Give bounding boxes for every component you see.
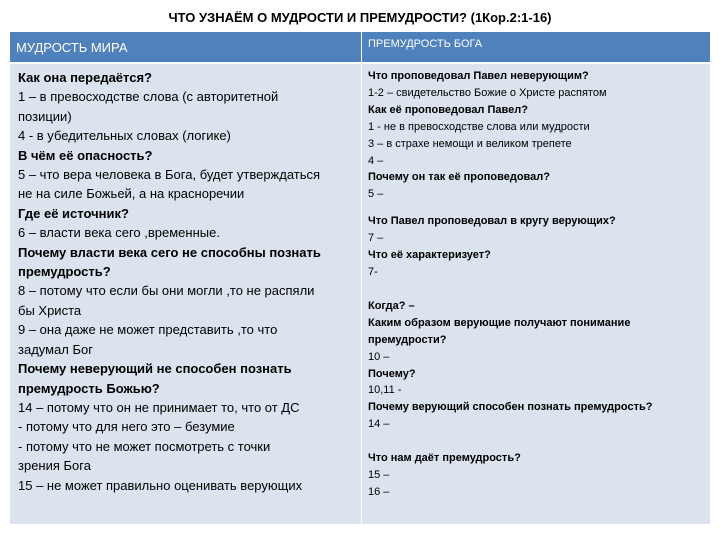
- answer-line: 7 –: [368, 232, 384, 245]
- question-line: Что её характеризует?: [368, 249, 491, 262]
- answer-line: бы Христа: [18, 302, 82, 318]
- answer-line: 8 – потому что если бы они могли ,то не распяли: [18, 283, 315, 299]
- header-god-wisdom: ПРЕМУДРОСТЬ БОГА: [362, 32, 710, 62]
- answer-line: 1 – в превосходстве слова (с авторитетной: [18, 89, 279, 105]
- question-line: Почему верующий способен познать премудрость?: [368, 401, 653, 414]
- answer-line: 5 – что вера человека в Бога, будет утверждаться: [18, 167, 321, 183]
- answer-line: задумал Бог: [18, 341, 93, 357]
- question-line: Когда? –: [368, 299, 415, 312]
- question-line: В чём её опасность?: [18, 147, 153, 163]
- question-line: Что проповедовал Павел неверующим?: [368, 70, 589, 82]
- question-line: премудрость Божью?: [18, 380, 160, 396]
- title-reference: (1Кор.2:1-16): [470, 10, 552, 25]
- title-main: ЧТО УЗНАЁМ О МУДРОСТИ И ПРЕМУДРОСТИ?: [168, 10, 467, 25]
- question-line: Где её источник?: [18, 205, 129, 221]
- answer-line: 4 - в убедительных словах (логике): [18, 128, 231, 144]
- answer-line: зрения Бога: [18, 458, 91, 474]
- answer-line: 1-2 – свидетельство Божие о Христе распятом: [368, 86, 607, 99]
- question-line: Почему он так её проповедовал?: [368, 171, 550, 184]
- answer-line: 14 – потому что он не принимает то, что от ДС: [18, 399, 300, 415]
- answer-line: 3 – в страхе немощи и великом трепете: [368, 137, 572, 150]
- group-spacer: [368, 281, 710, 298]
- question-line: Как её проповедовал Павел?: [368, 103, 528, 116]
- question-line: Почему?: [368, 367, 416, 380]
- question-line: Почему неверующий не способен познать: [18, 361, 292, 377]
- question-line: премудрости?: [368, 333, 447, 346]
- god-wisdom-column: [362, 64, 710, 524]
- answer-line: 10 –: [368, 350, 390, 363]
- answer-line: 14 –: [368, 418, 390, 431]
- answer-line: 1 - не в превосходстве слова или мудрости: [368, 120, 590, 133]
- page-title: [0, 10, 720, 25]
- question-line: Что нам даёт премудрость?: [368, 452, 521, 465]
- answer-line: 10,11 -: [368, 384, 402, 397]
- answer-line: не на силе Божьей, а на красноречии: [18, 186, 245, 202]
- question-line: Почему власти века сего не способны познать: [18, 244, 321, 260]
- answer-line: 16 –: [368, 485, 390, 498]
- answer-line: 7-: [368, 265, 378, 278]
- question-line: премудрость?: [18, 264, 111, 280]
- answer-line: 4 –: [368, 154, 384, 167]
- group-spacer: [368, 203, 710, 213]
- world-wisdom-column: [10, 64, 361, 524]
- answer-line: - потому что не может посмотреть с точки: [18, 438, 271, 454]
- answer-line: 5 –: [368, 188, 384, 201]
- answer-line: 9 – она даже не может представить ,то что: [18, 322, 278, 338]
- header-world-wisdom: МУДРОСТЬ МИРА: [10, 32, 361, 62]
- answer-line: 15 –: [368, 469, 390, 482]
- answer-line: 15 – не может правильно оценивать верующих: [18, 477, 303, 493]
- answer-line: - потому что для него это – безумие: [18, 419, 235, 435]
- question-line: Как она передаётся?: [18, 70, 152, 85]
- question-line: Что Павел проповедовал в кругу верующих?: [368, 215, 616, 228]
- answer-line: позиции): [18, 108, 72, 124]
- answer-line: 6 – власти века сего ,временные.: [18, 225, 220, 241]
- question-line: Каким образом верующие получают понимание: [368, 316, 631, 329]
- group-spacer: [368, 433, 710, 450]
